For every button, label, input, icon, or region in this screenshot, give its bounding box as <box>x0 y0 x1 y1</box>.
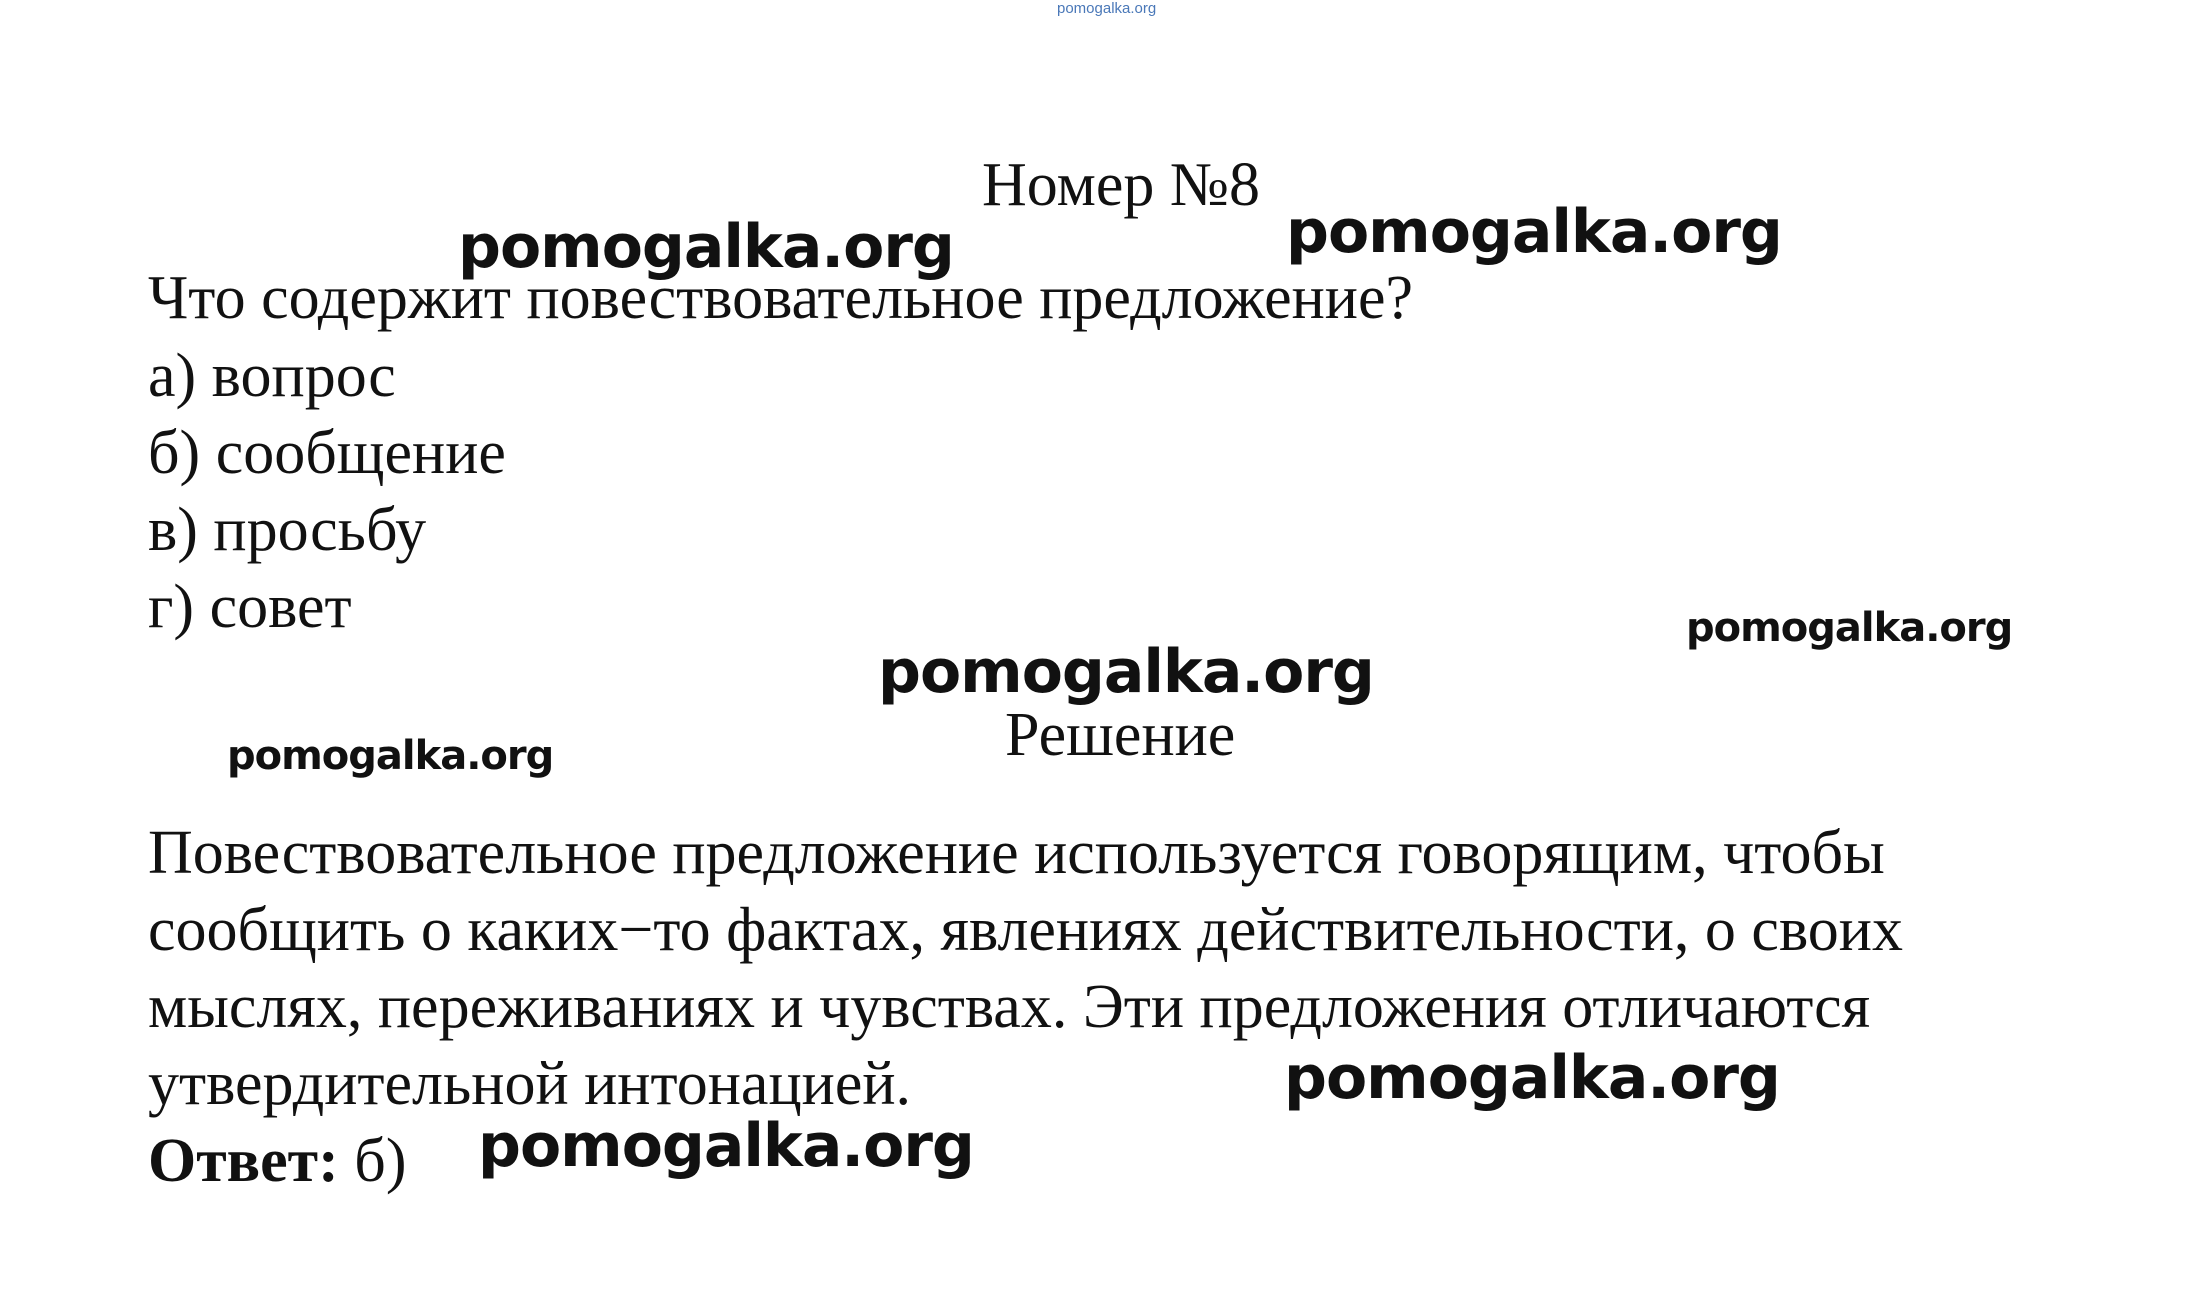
watermark: pomogalka.org <box>227 733 554 779</box>
watermark: pomogalka.org <box>458 212 954 282</box>
watermark: pomogalka.org <box>878 637 1374 707</box>
option-a: а) вопрос <box>148 342 396 410</box>
solution-line: утвердительной интонацией. <box>148 1050 912 1118</box>
page-title: Номер №8 <box>982 151 1261 219</box>
answer <box>148 1126 407 1197</box>
option-b: б) сообщение <box>148 419 506 487</box>
answer-label: Ответ: <box>148 1127 339 1195</box>
watermark: pomogalka.org <box>1286 197 1782 267</box>
solution-line: Повествовательное предложение используется говорящим, чтобы <box>148 819 1885 887</box>
answer-value: б) <box>354 1127 407 1195</box>
watermark: pomogalka.org <box>478 1111 974 1181</box>
solution-line: сообщить о каких−то фактах, явлениях действительности, о своих <box>148 896 1903 964</box>
watermark: pomogalka.org <box>1686 605 2013 651</box>
site-link[interactable]: pomogalka.org <box>1057 0 1157 17</box>
solution-heading: Решение <box>1005 701 1236 769</box>
solution-paragraph <box>148 815 2128 1123</box>
option-d: г) совет <box>148 573 352 641</box>
question-text: Что содержит повествовательное предложение? <box>148 264 1414 332</box>
solution-line: мыслях, переживаниях и чувствах. Эти предложения отличаются <box>148 973 1871 1041</box>
option-c: в) просьбу <box>148 496 427 564</box>
watermark: pomogalka.org <box>1284 1043 1780 1113</box>
